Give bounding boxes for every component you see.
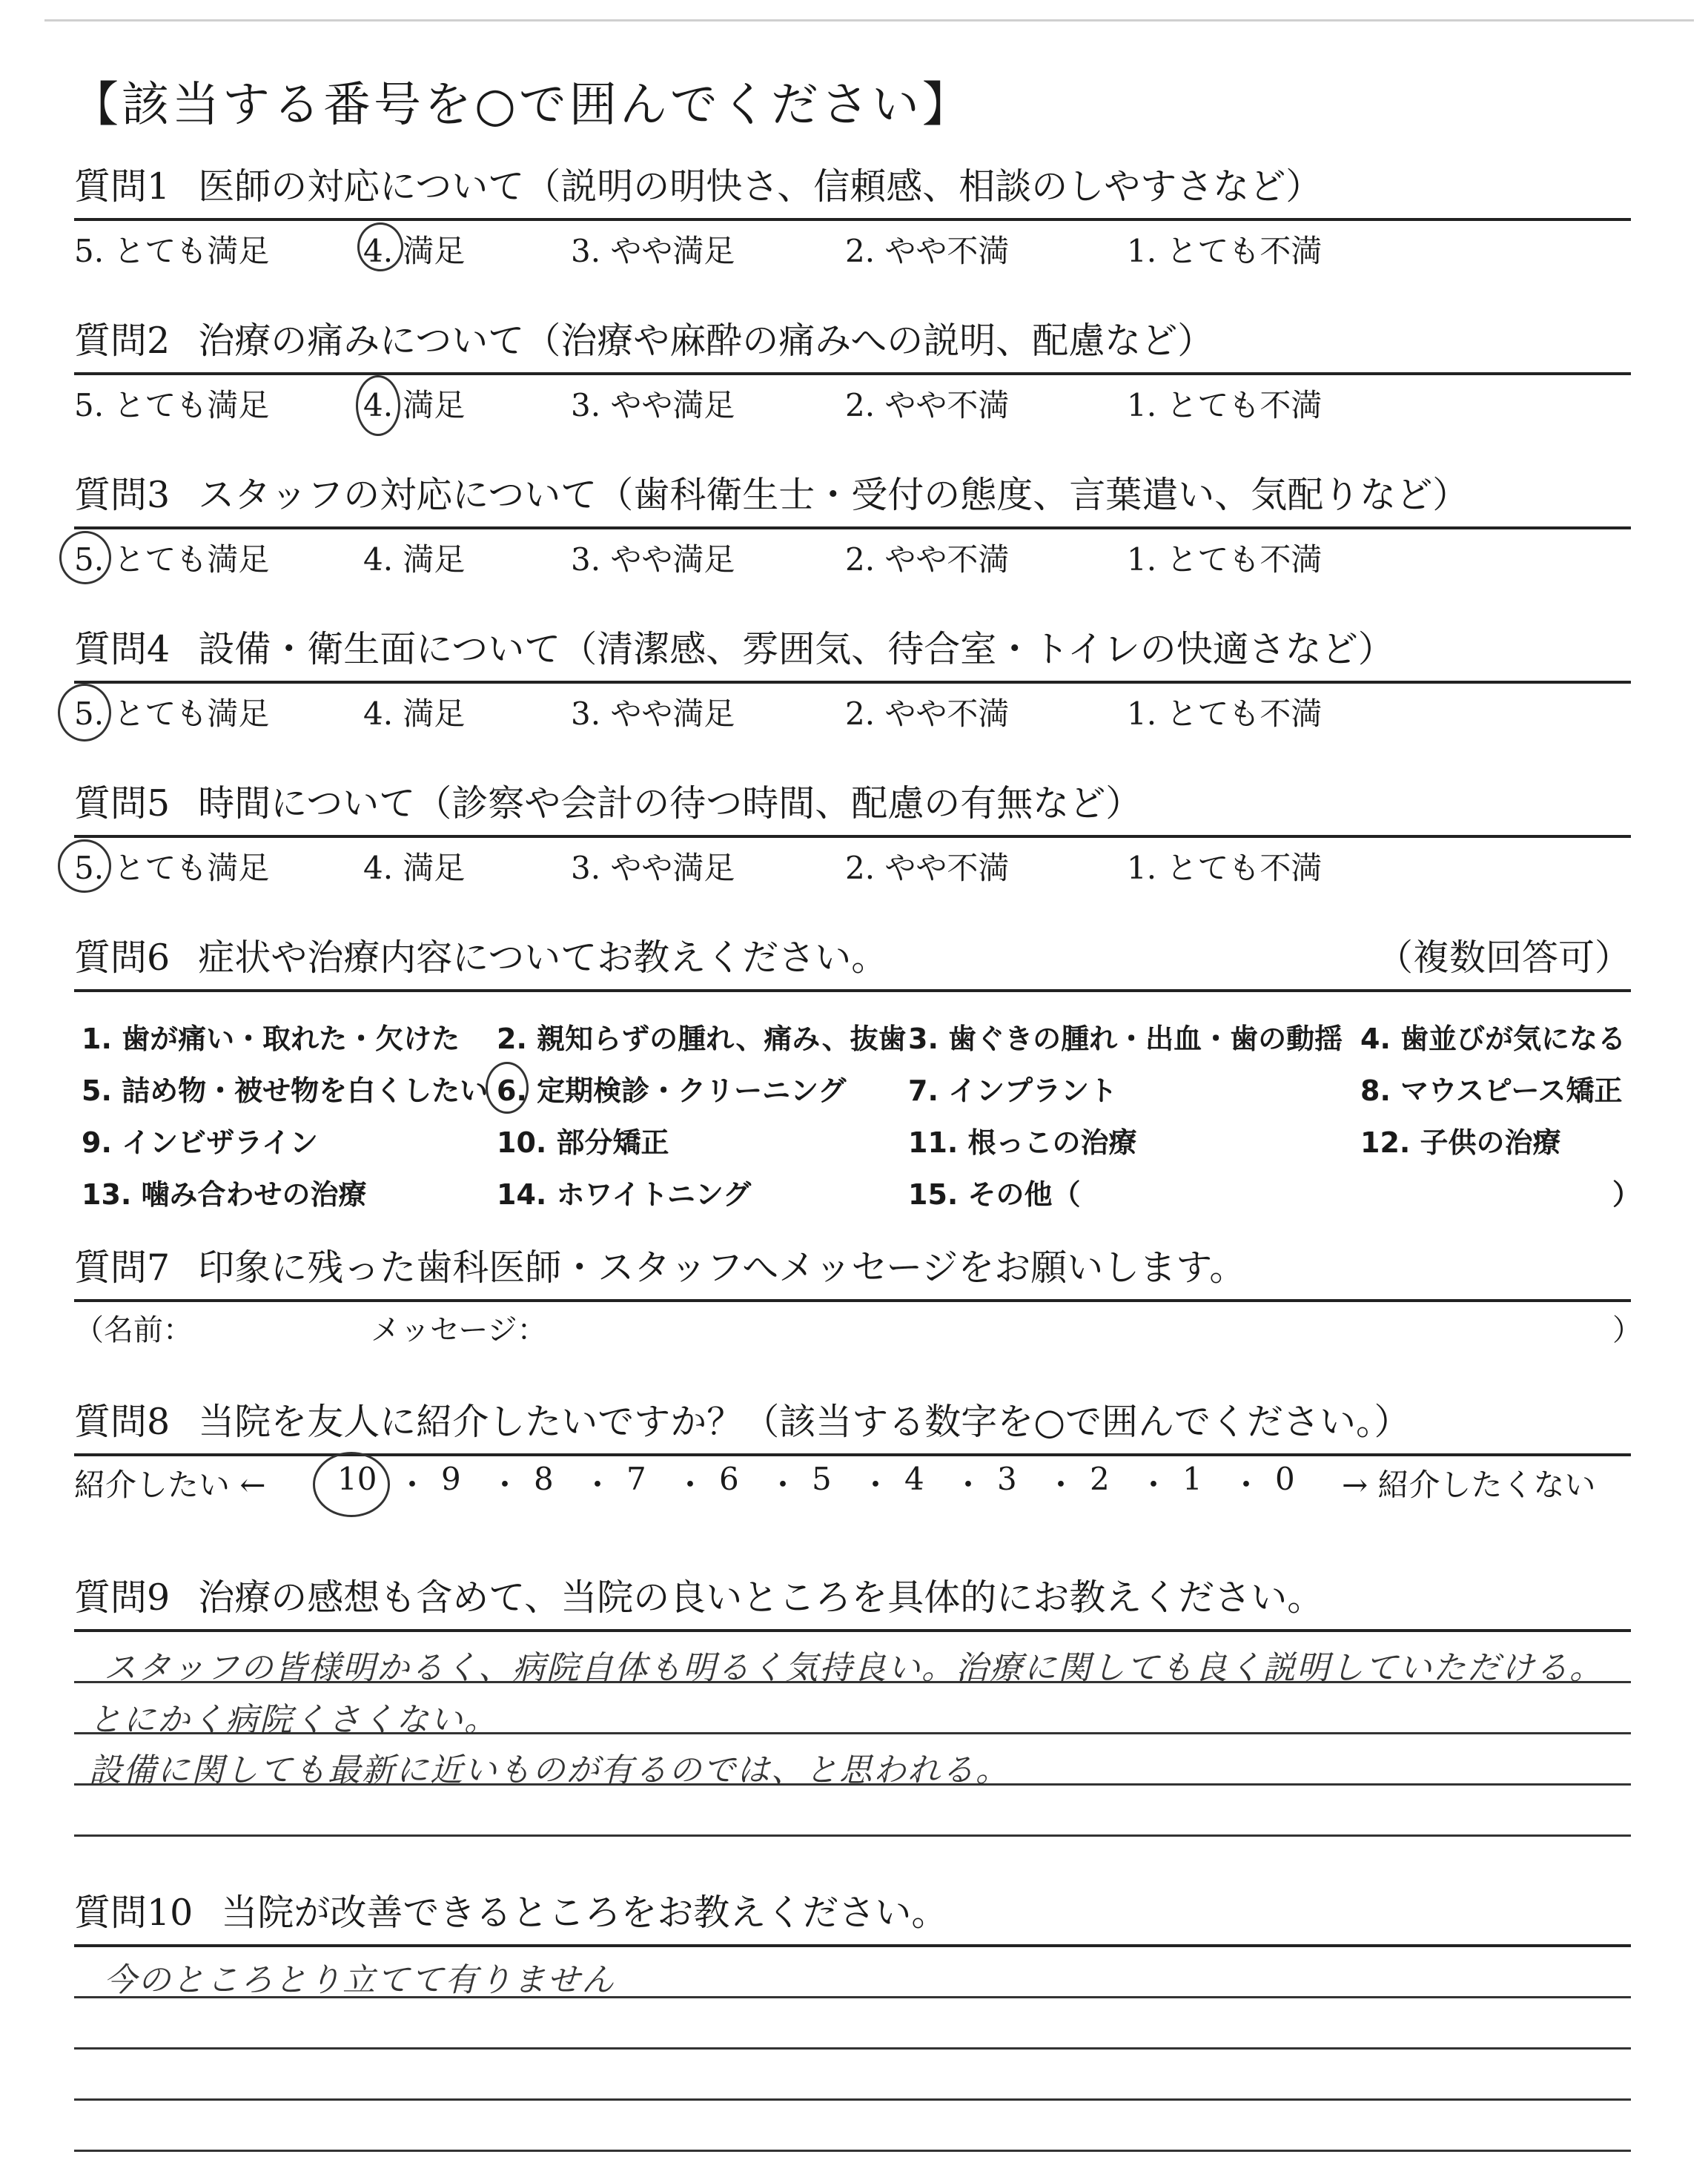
scale-value[interactable]: 7 [626, 1461, 646, 1497]
question-number: 質問2 [74, 320, 171, 362]
symptom-option[interactable]: 11. 根っこの治療 [908, 1126, 1137, 1159]
symptom-option[interactable]: 15. その他（ [908, 1178, 1081, 1211]
scale-value[interactable]: 1 [1182, 1461, 1202, 1497]
scale-left-label: 紹介したい ← [74, 1467, 266, 1503]
option-5[interactable]: 5. とても満足 [74, 541, 270, 578]
question-number: 質問7 [74, 1246, 171, 1289]
symptom-option[interactable]: 3. 歯ぐきの腫れ・出血・歯の動揺 [908, 1023, 1343, 1055]
scale-value[interactable]: 0 [1275, 1461, 1295, 1497]
message-label: メッセージ： [371, 1313, 547, 1347]
handwritten-answer: 今のところとり立てて有りません [104, 1961, 615, 1999]
option-4[interactable]: 4. 満足 [363, 387, 466, 423]
option-3[interactable]: 3. やや満足 [571, 233, 735, 269]
multiple-answers-note: （複数回答可） [1376, 937, 1631, 979]
option-1[interactable]: 1. とても不満 [1127, 233, 1323, 269]
option-1[interactable]: 1. とても不満 [1127, 850, 1323, 886]
rating-options [74, 690, 1631, 734]
divider [74, 1944, 1631, 1947]
option-2[interactable]: 2. やや不満 [845, 387, 1010, 423]
divider [74, 1629, 1631, 1632]
rating-options [74, 227, 1631, 271]
option-1[interactable]: 1. とても不満 [1127, 387, 1323, 423]
question-text: 医師の対応について（説明の明快さ、信頼感、相談のしやすさなど） [198, 165, 1323, 208]
divider [74, 526, 1631, 529]
symptom-option[interactable]: 5. 詰め物・被せ物を白くしたい [82, 1074, 489, 1107]
name-label: （名前： [74, 1313, 193, 1347]
divider [74, 218, 1631, 221]
option-4[interactable]: 4. 満足 [363, 541, 466, 578]
question-text: 症状や治療内容についてお教えください。 [198, 937, 888, 979]
page-title: 【該当する番号を○で囲んでください】 [71, 78, 973, 133]
option-3[interactable]: 3. やや満足 [571, 850, 735, 886]
scale-value[interactable]: 2 [1090, 1461, 1110, 1497]
question-text: 治療の痛みについて（治療や麻酔の痛みへの説明、配慮など） [198, 320, 1214, 362]
question-3 [74, 473, 1631, 580]
handwritten-answer: 設備に関しても最新に近いものが有るのでは、と思われる。 [89, 1751, 1010, 1789]
scale-value[interactable]: 8 [534, 1461, 554, 1497]
other-close-paren: ） [1612, 1178, 1641, 1211]
scale-value[interactable]: 9 [441, 1461, 461, 1497]
question-number: 質問8 [74, 1401, 171, 1443]
question-9 [74, 1576, 1631, 1837]
handwritten-answer: とにかく病院くさくない。 [89, 1701, 498, 1739]
question-4 [74, 627, 1631, 734]
question-8 [74, 1400, 1631, 1505]
divider [74, 835, 1631, 838]
scale-value[interactable]: 10 [337, 1461, 377, 1497]
message-row [74, 1307, 1642, 1351]
handwritten-answer: スタッフの皆様明かるく、病院自体も明るく気持良い。治療に関しても良く説明していただける。 [104, 1649, 1604, 1687]
symptom-option[interactable]: 4. 歯並びが気になる [1360, 1023, 1626, 1055]
question-10 [74, 1891, 1631, 2152]
rating-options [74, 844, 1631, 888]
symptom-option[interactable]: 2. 親知らずの腫れ、痛み、抜歯 [497, 1023, 907, 1055]
rating-options [74, 381, 1631, 426]
question-number: 質問6 [74, 937, 171, 979]
symptom-option[interactable]: 8. マウスピース矯正 [1360, 1074, 1623, 1107]
divider [74, 681, 1631, 684]
scale-right-label: → 紹介したくない [1342, 1467, 1596, 1503]
close-paren: ） [1612, 1313, 1642, 1347]
question-number: 質問4 [74, 628, 171, 670]
option-2[interactable]: 2. やや不満 [845, 233, 1010, 269]
symptom-option[interactable]: 10. 部分矯正 [497, 1126, 669, 1159]
top-rule [44, 19, 1694, 22]
option-5[interactable]: 5. とても満足 [74, 387, 270, 423]
symptom-option[interactable]: 14. ホワイトニング [497, 1178, 752, 1211]
question-number: 質問1 [74, 165, 171, 208]
option-2[interactable]: 2. やや不満 [845, 541, 1010, 578]
symptom-option[interactable]: 7. インプラント [908, 1074, 1118, 1107]
symptom-options [74, 1001, 1641, 1216]
symptom-option[interactable]: 13. 噛み合わせの治療 [82, 1178, 367, 1211]
option-5[interactable]: 5. とても満足 [74, 233, 270, 269]
question-5 [74, 782, 1631, 888]
scale-value[interactable]: 5 [812, 1461, 832, 1497]
answer-lines [74, 1996, 1631, 2152]
option-1[interactable]: 1. とても不満 [1127, 696, 1323, 732]
option-5[interactable]: 5. とても満足 [74, 850, 270, 886]
symptom-option[interactable]: 6. 定期検診・クリーニング [497, 1074, 847, 1107]
question-text: 当院を友人に紹介したいですか？（該当する数字を○で囲んでください。） [198, 1401, 1411, 1443]
question-7 [74, 1246, 1642, 1351]
option-3[interactable]: 3. やや満足 [571, 387, 735, 423]
symptom-option[interactable]: 12. 子供の治療 [1360, 1126, 1561, 1159]
option-2[interactable]: 2. やや不満 [845, 850, 1010, 886]
divider [74, 989, 1631, 992]
question-text: スタッフの対応について（歯科衛生士・受付の態度、言葉遣い、気配りなど） [198, 474, 1469, 516]
question-number: 質問3 [74, 474, 171, 516]
option-5[interactable]: 5. とても満足 [74, 696, 270, 732]
question-text: 設備・衛生面について（清潔感、雰囲気、待合室・トイレの快適さなど） [198, 628, 1394, 670]
option-4[interactable]: 4. 満足 [363, 850, 466, 886]
question-6 [74, 936, 1641, 1216]
option-1[interactable]: 1. とても不満 [1127, 541, 1323, 578]
question-2 [74, 319, 1631, 426]
symptom-option[interactable]: 9. インビザライン [82, 1126, 318, 1159]
scale-value[interactable]: 3 [997, 1461, 1017, 1497]
question-number: 質問9 [74, 1576, 171, 1619]
divider [74, 1299, 1631, 1302]
option-2[interactable]: 2. やや不満 [845, 696, 1010, 732]
scale-value[interactable]: 6 [719, 1461, 739, 1497]
option-4[interactable]: 4. 満足 [363, 233, 466, 269]
divider [74, 1453, 1631, 1456]
question-text: 時間について（診察や会計の待つ時間、配慮の有無など） [198, 782, 1142, 825]
option-3[interactable]: 3. やや満足 [571, 696, 735, 732]
scale-value[interactable]: 4 [904, 1461, 924, 1497]
option-4[interactable]: 4. 満足 [363, 696, 466, 732]
question-text: 当院が改善できるところをお教えください。 [221, 1892, 948, 1934]
divider [74, 372, 1631, 375]
option-3[interactable]: 3. やや満足 [571, 541, 735, 578]
question-1 [74, 165, 1631, 271]
symptom-option[interactable]: 1. 歯が痛い・取れた・欠けた [82, 1023, 460, 1055]
recommend-scale: 紹介したい ← 10 ・ 9 ・ 8 ・ 7 ・ 6 ・ 5 ・ 4 ・ 3 ・ 2 ・ 1 ・ 0 → 紹介したくない [74, 1461, 1631, 1505]
rating-options [74, 535, 1631, 580]
question-text: 印象に残った歯科医師・スタッフへメッセージをお願いします。 [198, 1246, 1246, 1289]
question-number: 質問5 [74, 782, 171, 825]
question-number: 質問10 [74, 1892, 193, 1934]
question-text: 治療の感想も含めて、当院の良いところを具体的にお教えください。 [198, 1576, 1324, 1619]
